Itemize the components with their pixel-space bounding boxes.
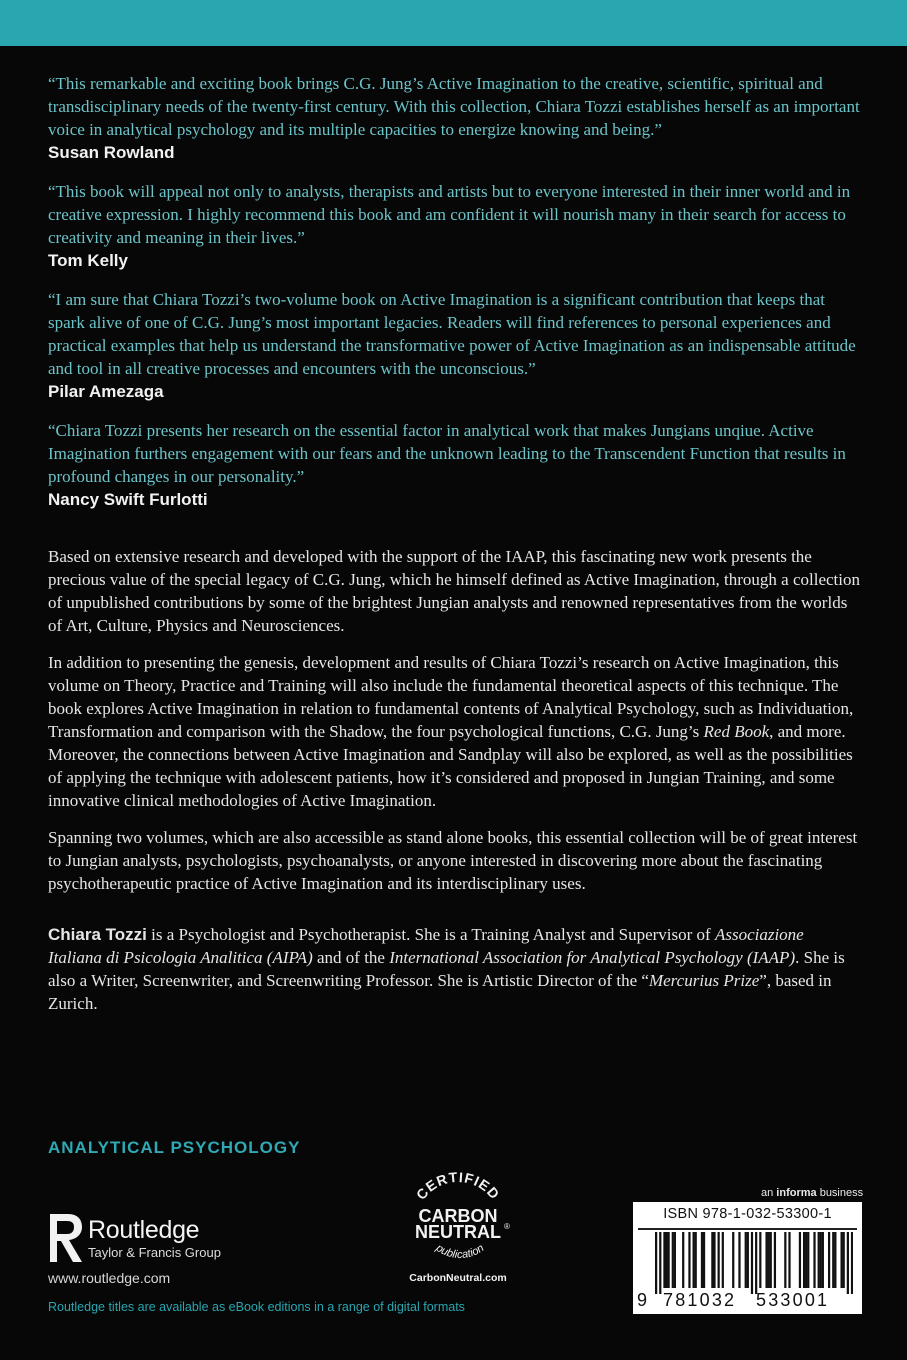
barcode-bar bbox=[672, 1232, 674, 1288]
carbon-neutral-badge bbox=[392, 1172, 524, 1292]
barcode-bar bbox=[722, 1232, 724, 1288]
testimonial bbox=[48, 180, 860, 272]
barcode-bar bbox=[682, 1232, 684, 1288]
testimonial bbox=[48, 419, 860, 511]
barcode-bar bbox=[765, 1232, 767, 1288]
isbn-number: ISBN 978-1-032-53300-1 bbox=[663, 1206, 832, 1222]
routledge-logo bbox=[48, 1212, 288, 1272]
barcode-bar bbox=[784, 1232, 786, 1288]
ebook-note: Routledge titles are available as eBook editions in a range of digital formats bbox=[48, 1300, 465, 1314]
testimonial-author: Nancy Swift Furlotti bbox=[48, 490, 208, 509]
barcode-bar bbox=[659, 1232, 661, 1294]
description-paragraph-1: Based on extensive research and developed with the support of the IAAP, this fascinating new work presents the precious value of the special legacy of C.G. Jung, which he himself defined as Active Imagination, through a collection of unpublished contributions by some of the brightest Jungian analysts and renowned representatives from the worlds of Art, Culture, Physics and Neurosciences. bbox=[48, 547, 860, 635]
ean-left-group: 781032 bbox=[663, 1290, 737, 1310]
barcode-bar bbox=[847, 1232, 849, 1294]
informa-business-label: an informa business bbox=[761, 1187, 864, 1199]
barcode-bar bbox=[745, 1232, 747, 1288]
barcode-bar bbox=[695, 1232, 697, 1288]
barcode-bar bbox=[774, 1232, 776, 1288]
barcode-bar bbox=[703, 1232, 705, 1288]
testimonial bbox=[48, 72, 860, 164]
carbon-line-2: NEUTRAL bbox=[415, 1222, 501, 1242]
barcode-bar bbox=[813, 1232, 815, 1288]
barcode-bar bbox=[832, 1232, 834, 1288]
svg-text:publication bbox=[433, 1242, 486, 1261]
barcode-bar bbox=[655, 1232, 657, 1294]
barcode-bar bbox=[674, 1232, 676, 1288]
barcode-bar bbox=[751, 1232, 753, 1294]
back-cover-text bbox=[48, 72, 860, 1015]
testimonial-quote: “This book will appeal not only to analysts, therapists and artists but to everyone interested in their inner world and in creative expression. I highly recommend this book and am confident it will nourish many in their search for access to creativity and meaning in their lives.” bbox=[48, 182, 851, 247]
isbn-divider bbox=[638, 1228, 857, 1230]
testimonial bbox=[48, 288, 860, 403]
barcode-bar bbox=[834, 1232, 836, 1288]
carbon-neutral-url: CarbonNeutral.com bbox=[409, 1272, 507, 1284]
testimonial-quote: “This remarkable and exciting book brings C.G. Jung’s Active Imagination to the creative, scientific, spiritual and transdisciplinary needs of the twenty-first century. With this collection, Chiara Tozzi establishes herself as an important voice in analytical psychology and its multiple capacities to energize knowing and being.” bbox=[48, 74, 860, 139]
ean-right-group: 533001 bbox=[756, 1290, 830, 1310]
routledge-r-icon bbox=[48, 1212, 84, 1264]
barcode-bar bbox=[788, 1232, 790, 1288]
barcode-bar bbox=[668, 1232, 670, 1288]
testimonial-author: Tom Kelly bbox=[48, 251, 128, 270]
ean-digits bbox=[637, 1290, 859, 1312]
barcode-bar bbox=[840, 1232, 842, 1288]
publisher-name: Routledge bbox=[88, 1216, 200, 1244]
barcode-bar bbox=[818, 1232, 820, 1288]
carbon-line-1: CARBON bbox=[418, 1206, 498, 1226]
author-name: Chiara Tozzi bbox=[48, 925, 147, 944]
barcode-bars bbox=[655, 1232, 853, 1294]
carbon-publication-text: publication bbox=[433, 1242, 487, 1262]
carbon-neutral-logo bbox=[392, 1172, 524, 1272]
barcode-bar bbox=[799, 1232, 801, 1288]
description-paragraph-2: In addition to presenting the genesis, development and results of Chiara Tozzi’s research on Active Imagination, this volume on Theory, Practice and Training will also include the fundamental theoretical aspects of this technique. The book explores Active Imagination in relation to fundamental contents of Analytical Psychology, such as Individuation, Transformation and comparison with the Shadow, the four psychological functions, C.G. Jung’s Red Book, and more. Moreover, the connections between Active Imagination and Sandplay will also be explored, as well as the possibilities of applying the technique with adolescent patients, how it’s considered and proposed in Jungian Training, and some innovative clinical methodologies of Active Imagination. bbox=[48, 653, 854, 810]
barcode-bar bbox=[688, 1232, 690, 1288]
barcode-bar bbox=[665, 1232, 667, 1288]
description-paragraph-3: Spanning two volumes, which are also accessible as stand alone books, this essential collection will be of great interest to Jungian analysts, psychologists, psychoanalysts, or anyone interested in discovering more about the fascinating psychotherapeutic practice of Active Imagination and its interdisciplinary uses. bbox=[48, 828, 858, 893]
barcode-bar bbox=[711, 1232, 713, 1288]
testimonial-author: Susan Rowland bbox=[48, 143, 175, 162]
red-book-title: Red Book bbox=[703, 722, 770, 741]
barcode-bar bbox=[732, 1232, 734, 1288]
barcode-bar bbox=[820, 1232, 822, 1288]
testimonial-quote: “Chiara Tozzi presents her research on the essential factor in analytical work that makes Jungians unqiue. Active Imagination furthers engagement with our fears and the unknown leading to the Transcendent Function that results in profound changes in our personality.” bbox=[48, 421, 846, 486]
carbon-certified-text: CERTIFIED bbox=[412, 1172, 504, 1203]
barcode-bar bbox=[718, 1232, 720, 1288]
subject-category: ANALYTICAL PSYCHOLOGY bbox=[48, 1138, 301, 1157]
barcode-bar bbox=[822, 1232, 824, 1288]
barcode-bar bbox=[807, 1232, 809, 1288]
carbon-registered-mark: ® bbox=[504, 1222, 510, 1231]
barcode-bar bbox=[663, 1232, 665, 1288]
ean-first-digit: 9 bbox=[637, 1290, 648, 1310]
barcode-bar bbox=[843, 1232, 845, 1288]
barcode-bar bbox=[770, 1232, 772, 1288]
barcode-bar bbox=[759, 1232, 761, 1288]
publisher-url: www.routledge.com bbox=[48, 1270, 171, 1286]
barcode-bar bbox=[828, 1232, 830, 1288]
barcode-bar bbox=[755, 1232, 757, 1294]
author-bio: Chiara Tozzi is a Psychologist and Psychotherapist. She is a Training Analyst and Supervisor of Associazione Italiana di Psicologia Analitica (AIPA) and of the International Association for Analytical Psychology (IAAP). She is also a Writer, Screenwriter, and Screenwriting Professor. She is Artistic Director of the “Mercurius Prize”, based in Zurich. bbox=[48, 925, 845, 1013]
barcode-bar bbox=[701, 1232, 703, 1288]
publisher-group: Taylor & Francis Group bbox=[88, 1245, 221, 1260]
barcode-bar bbox=[738, 1232, 740, 1288]
testimonial-author: Pilar Amezaga bbox=[48, 382, 164, 401]
isbn-barcode bbox=[633, 1202, 862, 1314]
svg-text:CERTIFIED bbox=[413, 1172, 503, 1203]
top-accent-band bbox=[0, 0, 907, 46]
barcode-bar bbox=[803, 1232, 805, 1288]
barcode-bar bbox=[713, 1232, 715, 1288]
barcode-bar bbox=[768, 1232, 770, 1288]
barcode-bar bbox=[851, 1232, 853, 1294]
barcode-bar bbox=[747, 1232, 749, 1288]
testimonial-quote: “I am sure that Chiara Tozzi’s two-volume book on Active Imagination is a significant contribution that keeps that spark alive of one of C.G. Jung’s most important legacies. Readers will find references to personal experiences and practical examples that help us understand the transformative power of Active Imagination as an indispensable attitude and tool in all creative processes and encounters with the unconscious.” bbox=[48, 290, 856, 378]
barcode-bar bbox=[805, 1232, 807, 1288]
barcode-bar bbox=[693, 1232, 695, 1288]
